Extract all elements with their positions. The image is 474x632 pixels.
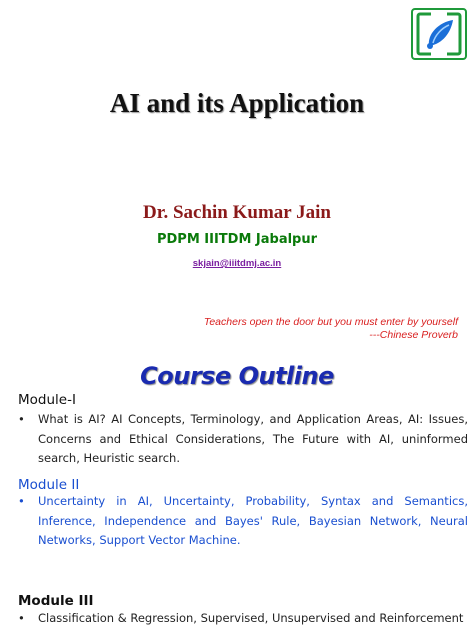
module-3-topics	[18, 609, 468, 629]
module-1-heading: Module-I	[18, 392, 76, 408]
module-1-text: What is AI? AI Concepts, Terminology, and Application Areas, AI: Issues, Concerns and Ethical Considerations, The Future with AI, uninformed search, Heuristic search.	[38, 412, 468, 465]
bullet-icon: •	[18, 611, 25, 625]
bullet-icon: •	[18, 412, 25, 426]
institute-logo-icon	[411, 8, 467, 60]
course-outline-heading: Course Outline	[140, 362, 334, 390]
module-2-topics	[18, 492, 468, 551]
author-name: Dr. Sachin Kumar Jain	[143, 202, 331, 223]
module-1-topics	[18, 410, 468, 469]
quote-text: Teachers open the door but you must enter by yourself	[203, 316, 458, 328]
author-email-link[interactable]: skjain@iiitdmj.ac.in	[192, 258, 282, 269]
author-affiliation: PDPM IIITDM Jabalpur	[156, 232, 318, 247]
module-2-text: Uncertainty in AI, Uncertainty, Probability, Syntax and Semantics, Inference, Independence and Bayes' Rule, Bayesian Network, Neural Networks, Support Vector Machine.	[38, 494, 468, 547]
module-3-heading: Module III	[18, 593, 94, 609]
bullet-icon: •	[18, 494, 25, 508]
quote-attribution: ---Chinese Proverb	[369, 329, 458, 341]
module-3-text: Classification & Regression, Supervised, Unsupervised and Reinforcement	[38, 611, 464, 625]
slide-title: AI and its Application	[109, 88, 365, 118]
module-2-heading: Module II	[18, 477, 80, 493]
